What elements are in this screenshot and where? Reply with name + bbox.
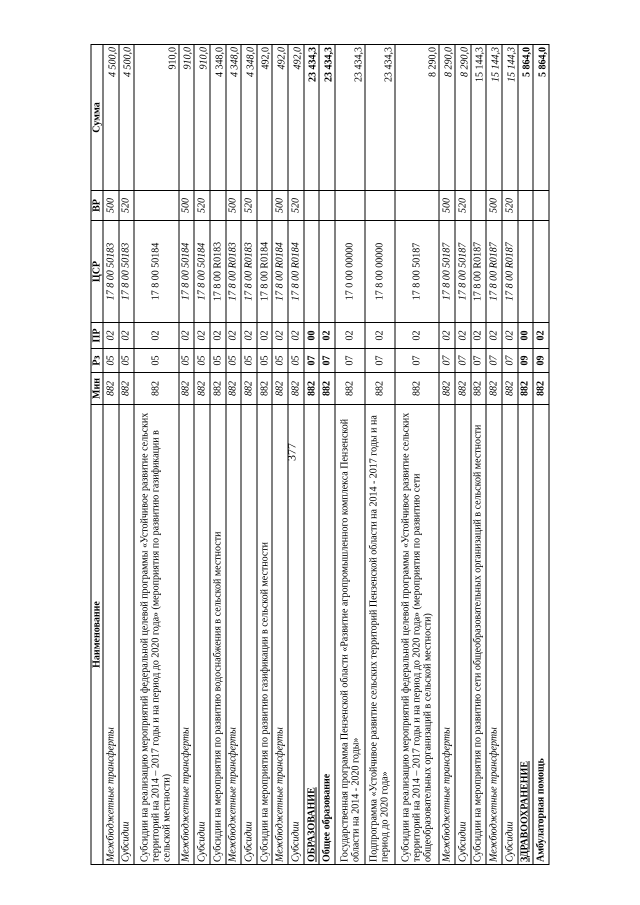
row-name: Межбюджетные трансферты [272, 405, 288, 865]
row-sum: 5 864,0 [518, 45, 534, 191]
row-csr: 17 8 00 50184 [179, 221, 195, 323]
row-pr: 02 [319, 323, 335, 349]
row-name: Субсидии [455, 405, 471, 865]
table-row [518, 45, 534, 865]
row-min: 882 [210, 373, 226, 405]
row-csr: 17 8 00 R0183 [226, 221, 242, 323]
row-pr: 02 [179, 323, 195, 349]
row-name: Субсидии [288, 405, 304, 865]
row-pr: 00 [518, 323, 534, 349]
page-number: 377 [284, 443, 299, 461]
row-vr: 520 [502, 191, 518, 221]
table-row [241, 45, 257, 865]
row-vr: 520 [194, 191, 210, 221]
row-min: 882 [241, 373, 257, 405]
row-sum: 15 144,3 [471, 45, 487, 191]
row-min: 882 [502, 373, 518, 405]
row-vr [210, 191, 226, 221]
row-rz: 05 [194, 349, 210, 373]
row-vr: 520 [455, 191, 471, 221]
row-name: Общее образование [319, 405, 335, 865]
row-min: 882 [119, 373, 135, 405]
table-row [257, 45, 273, 865]
row-pr: 02 [103, 323, 119, 349]
row-rz: 07 [471, 349, 487, 373]
row-min: 882 [319, 373, 335, 405]
row-name: Субсидии на мероприятия по развитию газификации в сельской местности [257, 405, 273, 865]
row-vr [365, 191, 395, 221]
header-vr: ВР [91, 191, 103, 221]
row-name: Государственная программа Пензенской области «Развитие агропромышленного комплекса Пензенской области на 2014 - 2020 годы» [335, 405, 365, 865]
header-sum: Сумма [91, 45, 103, 191]
row-csr: 17 8 00 50183 [103, 221, 119, 323]
row-csr [533, 221, 549, 323]
row-pr: 02 [471, 323, 487, 349]
row-min: 882 [257, 373, 273, 405]
row-sum: 23 434,3 [319, 45, 335, 191]
row-csr: 17 8 00 R0184 [288, 221, 304, 323]
row-min: 882 [103, 373, 119, 405]
row-sum: 492,0 [288, 45, 304, 191]
row-vr [533, 191, 549, 221]
row-sum: 4 348,0 [241, 45, 257, 191]
row-name: Субсидии [502, 405, 518, 865]
row-min: 882 [272, 373, 288, 405]
row-pr: 02 [241, 323, 257, 349]
row-csr: 17 8 00 50183 [119, 221, 135, 323]
row-pr: 02 [194, 323, 210, 349]
table-row [103, 45, 119, 865]
row-name: Подпрограмма «Устойчивое развитие сельских территорий Пензенской области на 2014 - 2017 годы и на период до 2020 года» [365, 405, 395, 865]
row-min: 882 [395, 373, 439, 405]
row-rz: 09 [518, 349, 534, 373]
row-rz: 05 [272, 349, 288, 373]
row-name: Субсидии [119, 405, 135, 865]
row-vr [319, 191, 335, 221]
row-name: Амбулаторная помощь [533, 405, 549, 865]
row-pr: 02 [335, 323, 365, 349]
row-pr: 02 [395, 323, 439, 349]
row-csr: 17 8 00 R0183 [241, 221, 257, 323]
row-csr [319, 221, 335, 323]
row-rz: 07 [439, 349, 455, 373]
row-min: 882 [335, 373, 365, 405]
row-name: Субсидии на мероприятия по развитию сети общеобразовательных организаций в сельской местности [471, 405, 487, 865]
row-pr: 00 [304, 323, 320, 349]
row-min: 882 [365, 373, 395, 405]
row-name: Межбюджетные трансферты [103, 405, 119, 865]
row-rz: 07 [335, 349, 365, 373]
row-pr: 02 [533, 323, 549, 349]
row-csr: 17 8 00 R0187 [471, 221, 487, 323]
row-min: 882 [533, 373, 549, 405]
row-pr: 02 [365, 323, 395, 349]
row-pr: 02 [502, 323, 518, 349]
row-csr: 17 8 00 R0184 [257, 221, 273, 323]
row-name: Межбюджетные трансферты [179, 405, 195, 865]
row-sum: 23 434,3 [335, 45, 365, 191]
budget-table-container [91, 45, 550, 865]
table-row [502, 45, 518, 865]
row-vr [134, 191, 178, 221]
row-sum: 492,0 [272, 45, 288, 191]
row-vr [518, 191, 534, 221]
row-name: Субсидии на реализацию мероприятий федеральной целевой программы «Устойчивое развитие сельских территорий на 2014 – 2017 годы и на период до 2020 года» (мероприятия по развитию газификации в сельской местности) [134, 405, 178, 865]
table-row [119, 45, 135, 865]
table-row [210, 45, 226, 865]
row-vr [335, 191, 365, 221]
row-csr: 17 8 00 50187 [439, 221, 455, 323]
row-rz: 05 [179, 349, 195, 373]
row-min: 882 [439, 373, 455, 405]
table-row [226, 45, 242, 865]
table-row [335, 45, 365, 865]
row-pr: 02 [455, 323, 471, 349]
row-pr: 02 [210, 323, 226, 349]
row-csr [304, 221, 320, 323]
row-csr: 17 8 00 50187 [455, 221, 471, 323]
row-min: 882 [179, 373, 195, 405]
row-rz: 07 [319, 349, 335, 373]
row-sum: 910,0 [134, 45, 178, 191]
row-sum: 4 500,0 [119, 45, 135, 191]
row-sum: 8 290,0 [439, 45, 455, 191]
row-csr: 17 0 00 00000 [335, 221, 365, 323]
row-rz: 07 [365, 349, 395, 373]
row-pr: 02 [272, 323, 288, 349]
row-csr [518, 221, 534, 323]
row-sum: 4 348,0 [226, 45, 242, 191]
row-rz: 05 [288, 349, 304, 373]
row-rz: 05 [134, 349, 178, 373]
row-vr: 500 [103, 191, 119, 221]
row-rz: 05 [103, 349, 119, 373]
row-csr: 17 8 00 R0187 [486, 221, 502, 323]
table-row [134, 45, 178, 865]
row-min: 882 [518, 373, 534, 405]
row-sum: 5 864,0 [533, 45, 549, 191]
row-name: Межбюджетные трансферты [439, 405, 455, 865]
row-csr: 17 8 00 50187 [395, 221, 439, 323]
row-name: Субсидии [241, 405, 257, 865]
row-vr [471, 191, 487, 221]
row-sum: 15 144,3 [502, 45, 518, 191]
row-vr: 500 [439, 191, 455, 221]
row-rz: 05 [119, 349, 135, 373]
row-rz: 07 [395, 349, 439, 373]
header-csr: ЦСР [91, 221, 103, 323]
row-min: 882 [486, 373, 502, 405]
table-row [319, 45, 335, 865]
row-sum: 15 144,3 [486, 45, 502, 191]
row-csr: 17 8 00 R0183 [210, 221, 226, 323]
row-csr: 17 8 00 R0184 [272, 221, 288, 323]
row-name: Межбюджетные трансферты [486, 405, 502, 865]
row-pr: 02 [486, 323, 502, 349]
header-row [91, 45, 103, 865]
row-min: 882 [304, 373, 320, 405]
table-row [272, 45, 288, 865]
row-sum: 492,0 [257, 45, 273, 191]
header-rz: Рз [91, 349, 103, 373]
table-row [455, 45, 471, 865]
row-name: Субсидии [194, 405, 210, 865]
row-csr: 17 8 00 50184 [194, 221, 210, 323]
row-vr: 500 [179, 191, 195, 221]
table-row [439, 45, 455, 865]
row-name: ОБРАЗОВАНИЕ [304, 405, 320, 865]
table-row [471, 45, 487, 865]
row-sum: 910,0 [179, 45, 195, 191]
row-min: 882 [226, 373, 242, 405]
table-row [395, 45, 439, 865]
row-pr: 02 [134, 323, 178, 349]
row-pr: 02 [226, 323, 242, 349]
row-vr: 520 [119, 191, 135, 221]
row-sum: 23 434,3 [304, 45, 320, 191]
row-rz: 05 [241, 349, 257, 373]
row-sum: 23 434,3 [365, 45, 395, 191]
row-sum: 8 290,0 [455, 45, 471, 191]
row-pr: 02 [257, 323, 273, 349]
table-row [486, 45, 502, 865]
row-min: 882 [455, 373, 471, 405]
row-rz: 09 [533, 349, 549, 373]
row-sum: 910,0 [194, 45, 210, 191]
row-pr: 02 [119, 323, 135, 349]
header-min: Мин [91, 373, 103, 405]
row-rz: 05 [257, 349, 273, 373]
row-min: 882 [471, 373, 487, 405]
table-row [304, 45, 320, 865]
table-row [179, 45, 195, 865]
row-sum: 4 348,0 [210, 45, 226, 191]
row-sum: 8 290,0 [395, 45, 439, 191]
row-csr: 17 8 00 00000 [365, 221, 395, 323]
row-csr: 17 8 00 50184 [134, 221, 178, 323]
row-min: 882 [288, 373, 304, 405]
row-rz: 05 [210, 349, 226, 373]
row-name: Субсидии на реализацию мероприятий федеральной целевой программы «Устойчивое развитие сельских территорий на 2014 – 2017 годы и на период до 2020 года» (мероприятия по развитию сети общеобразовательных организаций в сельской местности) [395, 405, 439, 865]
row-name: Межбюджетные трансферты [226, 405, 242, 865]
row-vr [395, 191, 439, 221]
table-row [194, 45, 210, 865]
row-vr [257, 191, 273, 221]
row-sum: 4 500,0 [103, 45, 119, 191]
row-rz: 07 [304, 349, 320, 373]
row-name: Субсидии на мероприятия по развитию водоснабжения в сельской местности [210, 405, 226, 865]
row-rz: 07 [455, 349, 471, 373]
budget-table [91, 44, 550, 865]
row-pr: 02 [439, 323, 455, 349]
header-name: Наименование [91, 405, 103, 865]
row-pr: 02 [288, 323, 304, 349]
row-vr: 500 [226, 191, 242, 221]
row-min: 882 [194, 373, 210, 405]
row-vr: 520 [241, 191, 257, 221]
row-rz: 07 [502, 349, 518, 373]
row-vr: 520 [288, 191, 304, 221]
row-rz: 05 [226, 349, 242, 373]
header-pr: ПР [91, 323, 103, 349]
table-row [365, 45, 395, 865]
row-min: 882 [134, 373, 178, 405]
table-row [288, 45, 304, 865]
row-vr: 500 [272, 191, 288, 221]
row-rz: 07 [486, 349, 502, 373]
row-vr: 500 [486, 191, 502, 221]
table-row [533, 45, 549, 865]
row-vr [304, 191, 320, 221]
row-name: ЗДРАВООХРАНЕНИЕ [518, 405, 534, 865]
row-csr: 17 8 00 R0187 [502, 221, 518, 323]
